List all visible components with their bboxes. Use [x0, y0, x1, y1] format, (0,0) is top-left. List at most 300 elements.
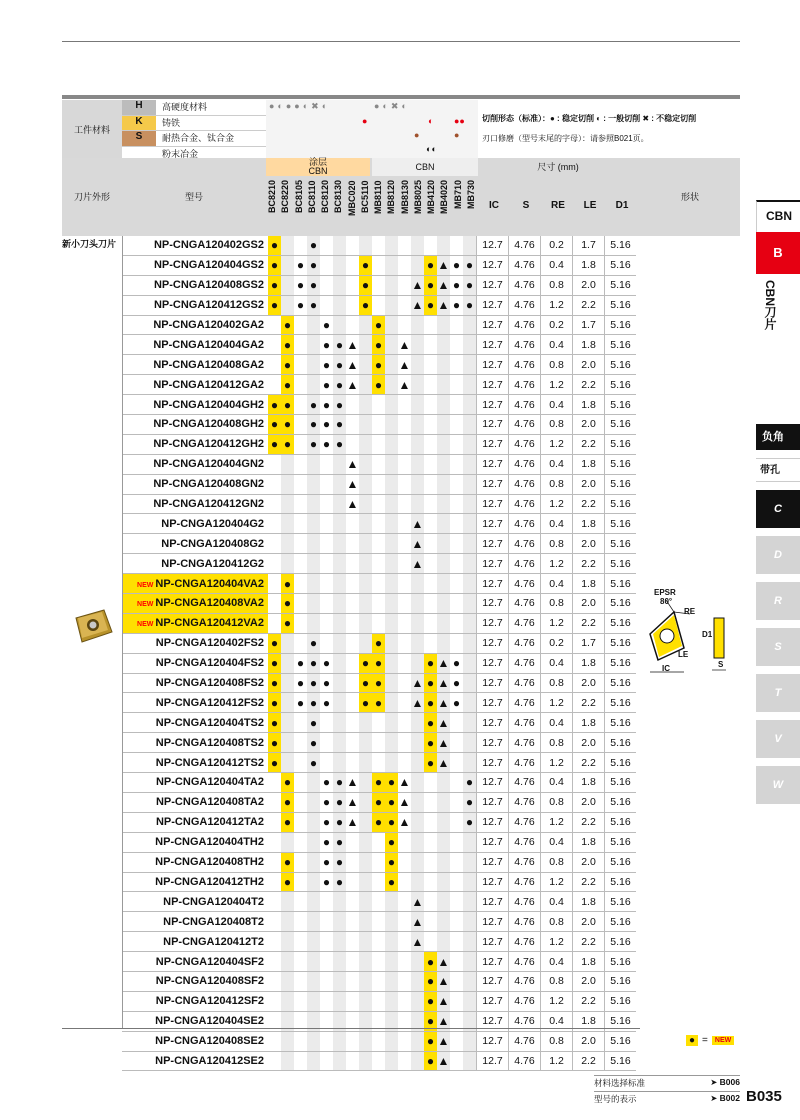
dim-value: 4.76: [509, 255, 541, 275]
grade-mark: [372, 554, 385, 574]
table-row[interactable]: [62, 474, 636, 494]
grade-mark: [320, 733, 333, 753]
grade-mark: [333, 236, 346, 255]
new-legend: [686, 1035, 734, 1046]
table-row[interactable]: [62, 952, 636, 972]
diagram-s: S: [718, 660, 724, 669]
table-row[interactable]: [62, 255, 636, 275]
grade-mark: [320, 952, 333, 972]
grade-mark: [359, 594, 372, 614]
dim-value: 1.2: [541, 554, 573, 574]
grade-mark: [333, 454, 346, 474]
grade-mark: ●: [268, 395, 281, 415]
model-cell: [122, 892, 268, 912]
row-spacer: [62, 574, 122, 594]
sidebar-negative[interactable]: 负角: [756, 424, 800, 450]
grade-mark: [398, 753, 411, 773]
edge-prep-legend: 刃口修磨（型号末尾的字母）：请参照B021页。: [482, 134, 649, 143]
dim-value: 4.76: [509, 554, 541, 574]
grade-mark: [450, 335, 463, 355]
dim-value: 12.7: [477, 892, 509, 912]
grade-mark: [268, 1031, 281, 1051]
dim-value: 5.16: [605, 255, 637, 275]
grade-mark: [307, 812, 320, 832]
grade-mark: ●: [450, 255, 463, 275]
grade-mark: [463, 534, 477, 554]
sidebar-shape-r[interactable]: R: [756, 582, 800, 620]
table-row[interactable]: [62, 773, 636, 793]
material-name-k: 铸铁: [162, 117, 181, 128]
grade-mark: [424, 613, 437, 633]
grade-mark: ●: [450, 295, 463, 315]
grade-mark: [268, 832, 281, 852]
grade-mark: ▲: [437, 693, 450, 713]
model-cell: [122, 514, 268, 534]
grade-mark: [385, 952, 398, 972]
model-code: NP-CNGA120404SE2: [155, 1015, 264, 1028]
grade-mark: [385, 633, 398, 653]
sidebar-shape-d[interactable]: D: [756, 536, 800, 574]
grade-mark: ●: [333, 375, 346, 395]
material-code-k: K: [122, 116, 156, 131]
table-row[interactable]: [62, 733, 636, 753]
grade-mark: ●: [424, 733, 437, 753]
grade-mark: ●: [372, 812, 385, 832]
grade-mark: [411, 713, 424, 733]
grade-mark: [294, 832, 307, 852]
grade-mark: [333, 255, 346, 275]
grade-mark: [385, 295, 398, 315]
grade-mark: [463, 892, 477, 912]
grade-mark: [307, 832, 320, 852]
grade-mark: [372, 932, 385, 952]
model-cell: [122, 832, 268, 852]
footer-item-0[interactable]: [594, 1077, 740, 1092]
grade-mark: [450, 534, 463, 554]
grade-mark: [372, 892, 385, 912]
grade-mark: [359, 892, 372, 912]
dim-value: 12.7: [477, 991, 509, 1011]
grade-mark: [294, 236, 307, 255]
grade-mark: ▲: [398, 355, 411, 375]
model-cell: [122, 335, 268, 355]
grade-mark: [463, 952, 477, 972]
dim-value: 2.0: [573, 792, 605, 812]
grade-mark: [398, 733, 411, 753]
grade-label-mb710: MB710: [452, 180, 463, 210]
grade-mark: ●: [307, 733, 320, 753]
table-row[interactable]: [62, 454, 636, 474]
grade-mark: ●: [294, 295, 307, 315]
grade-mark: [398, 1051, 411, 1071]
grade-mark: ●: [463, 275, 477, 295]
grade-mark: ●: [385, 852, 398, 872]
grade-mark: [333, 971, 346, 991]
sidebar-cbn-blade: CBN刀片: [763, 280, 777, 330]
table-row[interactable]: [62, 812, 636, 832]
row-spacer: [62, 295, 122, 315]
model-cell: [122, 673, 268, 693]
diagram-re: RE: [684, 607, 696, 616]
grade-mark: [359, 1051, 372, 1071]
sidebar-cbn[interactable]: CBN: [756, 200, 800, 232]
grade-mark: [294, 474, 307, 494]
grade-mark: [320, 1051, 333, 1071]
grade-mark: [346, 613, 359, 633]
table-row[interactable]: [62, 792, 636, 812]
dim-value: 5.16: [605, 494, 637, 514]
model-cell: [122, 753, 268, 773]
table-row[interactable]: [62, 554, 636, 574]
table-row[interactable]: [62, 594, 636, 614]
grade-mark: [398, 613, 411, 633]
model-code: NP-CNGA120404GA2: [153, 338, 264, 351]
grade-mark: [463, 852, 477, 872]
grade-mark: [281, 1031, 294, 1051]
grade-mark: [450, 952, 463, 972]
sidebar-shape-w[interactable]: W: [756, 766, 800, 804]
table-row[interactable]: [62, 574, 636, 594]
dim-value: 1.2: [541, 613, 573, 633]
table-row[interactable]: [62, 832, 636, 852]
sidebar-b-tab[interactable]: B: [756, 232, 800, 274]
grade-mark: [411, 613, 424, 633]
grade-mark: [281, 494, 294, 514]
grade-mark: [450, 991, 463, 1011]
grade-mark: [346, 932, 359, 952]
grade-mark: [346, 315, 359, 335]
grade-mark: [437, 315, 450, 335]
dim-value: 12.7: [477, 554, 509, 574]
grade-mark: [359, 355, 372, 375]
grade-mark: ▲: [437, 653, 450, 673]
table-row[interactable]: [62, 415, 636, 435]
model-code: NP-CNGA120408VA2: [155, 597, 264, 610]
dim-label-s: S: [522, 200, 530, 211]
grade-mark: [411, 733, 424, 753]
grade-mark: [424, 852, 437, 872]
table-row[interactable]: [62, 673, 636, 693]
grade-mark: ●: [320, 852, 333, 872]
grade-mark: ▲: [411, 892, 424, 912]
grade-mark: [294, 554, 307, 574]
grade-mark: [411, 832, 424, 852]
grade-mark: ●: [372, 773, 385, 793]
model-code: NP-CNGA120412GA2: [153, 378, 264, 391]
grade-mark: [307, 1051, 320, 1071]
grade-mark: [346, 892, 359, 912]
model-code: NP-CNGA120404TS2: [155, 716, 264, 729]
grade-mark: [450, 753, 463, 773]
grade-mark: [359, 236, 372, 255]
grade-mark: [385, 355, 398, 375]
grade-mark: [437, 892, 450, 912]
table-row[interactable]: [62, 852, 636, 872]
table-row[interactable]: [62, 494, 636, 514]
table-row[interactable]: [62, 434, 636, 454]
grade-mark: [359, 434, 372, 454]
grade-mark: [268, 554, 281, 574]
grade-mark: [450, 713, 463, 733]
grade-mark: [333, 534, 346, 554]
dim-value: 4.76: [509, 673, 541, 693]
grade-mark: [372, 753, 385, 773]
dim-value: 1.8: [573, 653, 605, 673]
table-row[interactable]: [62, 693, 636, 713]
row-spacer: [62, 852, 122, 872]
table-row[interactable]: [62, 912, 636, 932]
dim-value: 4.76: [509, 792, 541, 812]
grade-mark: [294, 812, 307, 832]
dim-value: 1.2: [541, 872, 573, 892]
grade-mark: [372, 454, 385, 474]
grade-mark: ●: [333, 395, 346, 415]
grade-mark: [320, 514, 333, 534]
grade-mark: [372, 991, 385, 1011]
shape-diagram: [644, 588, 740, 680]
model-code: NP-CNGA120412TH2: [155, 875, 264, 888]
model-code: NP-CNGA120412GN2: [153, 498, 264, 511]
sidebar-shape-v[interactable]: V: [756, 720, 800, 758]
grade-mark: ●: [307, 395, 320, 415]
table-row[interactable]: [62, 534, 636, 554]
grade-mark: ●: [268, 713, 281, 733]
table-row[interactable]: [62, 335, 636, 355]
grade-mark: ●: [307, 673, 320, 693]
grade-mark: [268, 852, 281, 872]
grade-mark: [463, 474, 477, 494]
dim-value: 5.16: [605, 454, 637, 474]
grade-mark: [450, 395, 463, 415]
grade-mark: [346, 514, 359, 534]
grade-mark: ●: [372, 693, 385, 713]
table-row[interactable]: [62, 375, 636, 395]
grade-mark: ●: [268, 753, 281, 773]
grade-mark: ●: [307, 633, 320, 653]
grade-mark: [359, 554, 372, 574]
dim-value: 5.16: [605, 832, 637, 852]
grade-mark: [320, 295, 333, 315]
grade-mark: [385, 335, 398, 355]
grade-mark: [463, 991, 477, 1011]
table-row[interactable]: [62, 653, 636, 673]
grade-mark: [346, 852, 359, 872]
dim-value: 5.16: [605, 1051, 637, 1071]
sidebar-shape-s[interactable]: S: [756, 628, 800, 666]
grade-mark: [294, 892, 307, 912]
grade-mark: ●: [372, 633, 385, 653]
grade-mark: [346, 534, 359, 554]
grade-mark: [385, 395, 398, 415]
grade-mark: [424, 574, 437, 594]
dim-value: 5.16: [605, 773, 637, 793]
model-cell: [122, 653, 268, 673]
grade-mark: [385, 415, 398, 435]
table-row[interactable]: [62, 613, 636, 633]
table-row[interactable]: [62, 713, 636, 733]
table-row[interactable]: [62, 753, 636, 773]
grade-mark: [359, 932, 372, 952]
model-cell: [122, 852, 268, 872]
grade-mark: [450, 812, 463, 832]
sidebar-shapes: [756, 490, 800, 812]
table-row[interactable]: [62, 395, 636, 415]
table-row[interactable]: [62, 971, 636, 991]
footer-item-1[interactable]: [594, 1093, 740, 1105]
grade-mark: [281, 892, 294, 912]
dim-value: 1.2: [541, 932, 573, 952]
grade-mark: [320, 932, 333, 952]
dim-value: 1.8: [573, 255, 605, 275]
grade-mark: [359, 633, 372, 653]
sidebar-shape-c[interactable]: C: [756, 490, 800, 528]
dim-value: 12.7: [477, 1031, 509, 1051]
grade-mark: [372, 852, 385, 872]
table-row[interactable]: [62, 355, 636, 375]
grade-mark: [333, 932, 346, 952]
table-row[interactable]: [62, 932, 636, 952]
grade-mark: [294, 355, 307, 375]
dim-value: 2.0: [573, 415, 605, 435]
dim-value: 0.2: [541, 236, 573, 255]
dim-value: 1.8: [573, 773, 605, 793]
grade-mark: ▲: [437, 255, 450, 275]
sidebar-hole[interactable]: 带孔: [756, 458, 800, 482]
grade-mark: [320, 494, 333, 514]
grade-label-mb4120: MB4120: [426, 180, 436, 215]
diagram-le: LE: [678, 650, 689, 659]
grade-mark: ●: [294, 653, 307, 673]
header-bar: [62, 95, 740, 99]
grade-mark: [294, 534, 307, 554]
dim-value: 2.2: [573, 1051, 605, 1071]
model-code: NP-CNGA120412FS2: [155, 696, 264, 709]
table-row[interactable]: [62, 872, 636, 892]
dim-value: 4.76: [509, 613, 541, 633]
dim-value: 4.76: [509, 753, 541, 773]
dim-value: 0.4: [541, 514, 573, 534]
grade-mark: ▲: [411, 275, 424, 295]
model-cell: [122, 275, 268, 295]
grade-mark: [359, 713, 372, 733]
grade-mark: [372, 236, 385, 255]
table-row[interactable]: [62, 1051, 636, 1071]
model-cell: [122, 494, 268, 514]
model-code: NP-CNGA120412VA2: [155, 617, 264, 630]
grade-mark: ●: [463, 295, 477, 315]
sidebar-shape-t[interactable]: T: [756, 674, 800, 712]
grade-mark: [372, 415, 385, 435]
grade-mark: [463, 315, 477, 335]
grade-mark: ●: [320, 773, 333, 793]
model-cell: [122, 255, 268, 275]
dim-value: 12.7: [477, 613, 509, 633]
grade-mark: [333, 912, 346, 932]
grade-mark: ●: [385, 792, 398, 812]
table-row[interactable]: [62, 275, 636, 295]
grade-mark: [372, 912, 385, 932]
grade-mark: ●: [268, 275, 281, 295]
grade-mark: [320, 275, 333, 295]
grade-mark: ▲: [411, 514, 424, 534]
grade-mark: [346, 395, 359, 415]
dim-value: 4.76: [509, 574, 541, 594]
grade-mark: [333, 753, 346, 773]
grade-mark: [463, 613, 477, 633]
grade-mark: [372, 971, 385, 991]
table-row[interactable]: [62, 295, 636, 315]
grade-mark: ●: [333, 832, 346, 852]
grade-mark: [359, 991, 372, 1011]
grade-mark: [320, 594, 333, 614]
model-code: NP-CNGA120412SE2: [155, 1054, 264, 1067]
table-row[interactable]: [62, 236, 636, 255]
table-row[interactable]: [62, 514, 636, 534]
dim-value: 4.76: [509, 1051, 541, 1071]
grade-mark: [333, 275, 346, 295]
dim-value: 4.76: [509, 872, 541, 892]
grade-mark: [372, 832, 385, 852]
grade-mark: [320, 971, 333, 991]
grade-mark: [372, 434, 385, 454]
row-spacer: [62, 375, 122, 395]
grade-mark: [346, 275, 359, 295]
dim-value: 4.76: [509, 275, 541, 295]
grade-mark: [333, 295, 346, 315]
grade-mark: [385, 653, 398, 673]
grade-mark: [320, 554, 333, 574]
dim-value: 1.2: [541, 494, 573, 514]
grade-mark: [281, 554, 294, 574]
grade-mark: [320, 991, 333, 1011]
dim-value: 12.7: [477, 872, 509, 892]
grade-mark: [346, 952, 359, 972]
grade-mark: ●: [424, 713, 437, 733]
grade-mark: [359, 1031, 372, 1051]
grade-mark: [398, 236, 411, 255]
grade-mark: ●: [333, 872, 346, 892]
grade-mark: [411, 335, 424, 355]
grade-mark: ●: [333, 434, 346, 454]
table-row[interactable]: [62, 633, 636, 653]
grade-mark: [385, 991, 398, 1011]
grade-mark: [333, 653, 346, 673]
dim-value: 5.16: [605, 415, 637, 435]
grade-mark: [268, 514, 281, 534]
grade-mark: ●: [333, 792, 346, 812]
footer-rule: [594, 1075, 740, 1076]
dim-labels: [478, 200, 638, 216]
grade-mark: [385, 892, 398, 912]
table-row[interactable]: [62, 892, 636, 912]
dim-value: 12.7: [477, 832, 509, 852]
grade-mark: ▲: [437, 275, 450, 295]
grade-mark: ●: [281, 434, 294, 454]
dim-value: 5.16: [605, 1011, 637, 1031]
model-cell: [122, 315, 268, 335]
table-row[interactable]: [62, 315, 636, 335]
grade-mark: [333, 594, 346, 614]
grade-label-bc5110: BC5110: [359, 180, 370, 213]
dim-value: 1.8: [573, 395, 605, 415]
grade-mark: [359, 753, 372, 773]
table-row[interactable]: [62, 991, 636, 1011]
grade-mark: ●: [320, 434, 333, 454]
grade-mark: [281, 295, 294, 315]
grade-label-mbc020: MBC020: [346, 180, 357, 216]
table-row[interactable]: [62, 1031, 636, 1051]
grade-mark: [385, 494, 398, 514]
